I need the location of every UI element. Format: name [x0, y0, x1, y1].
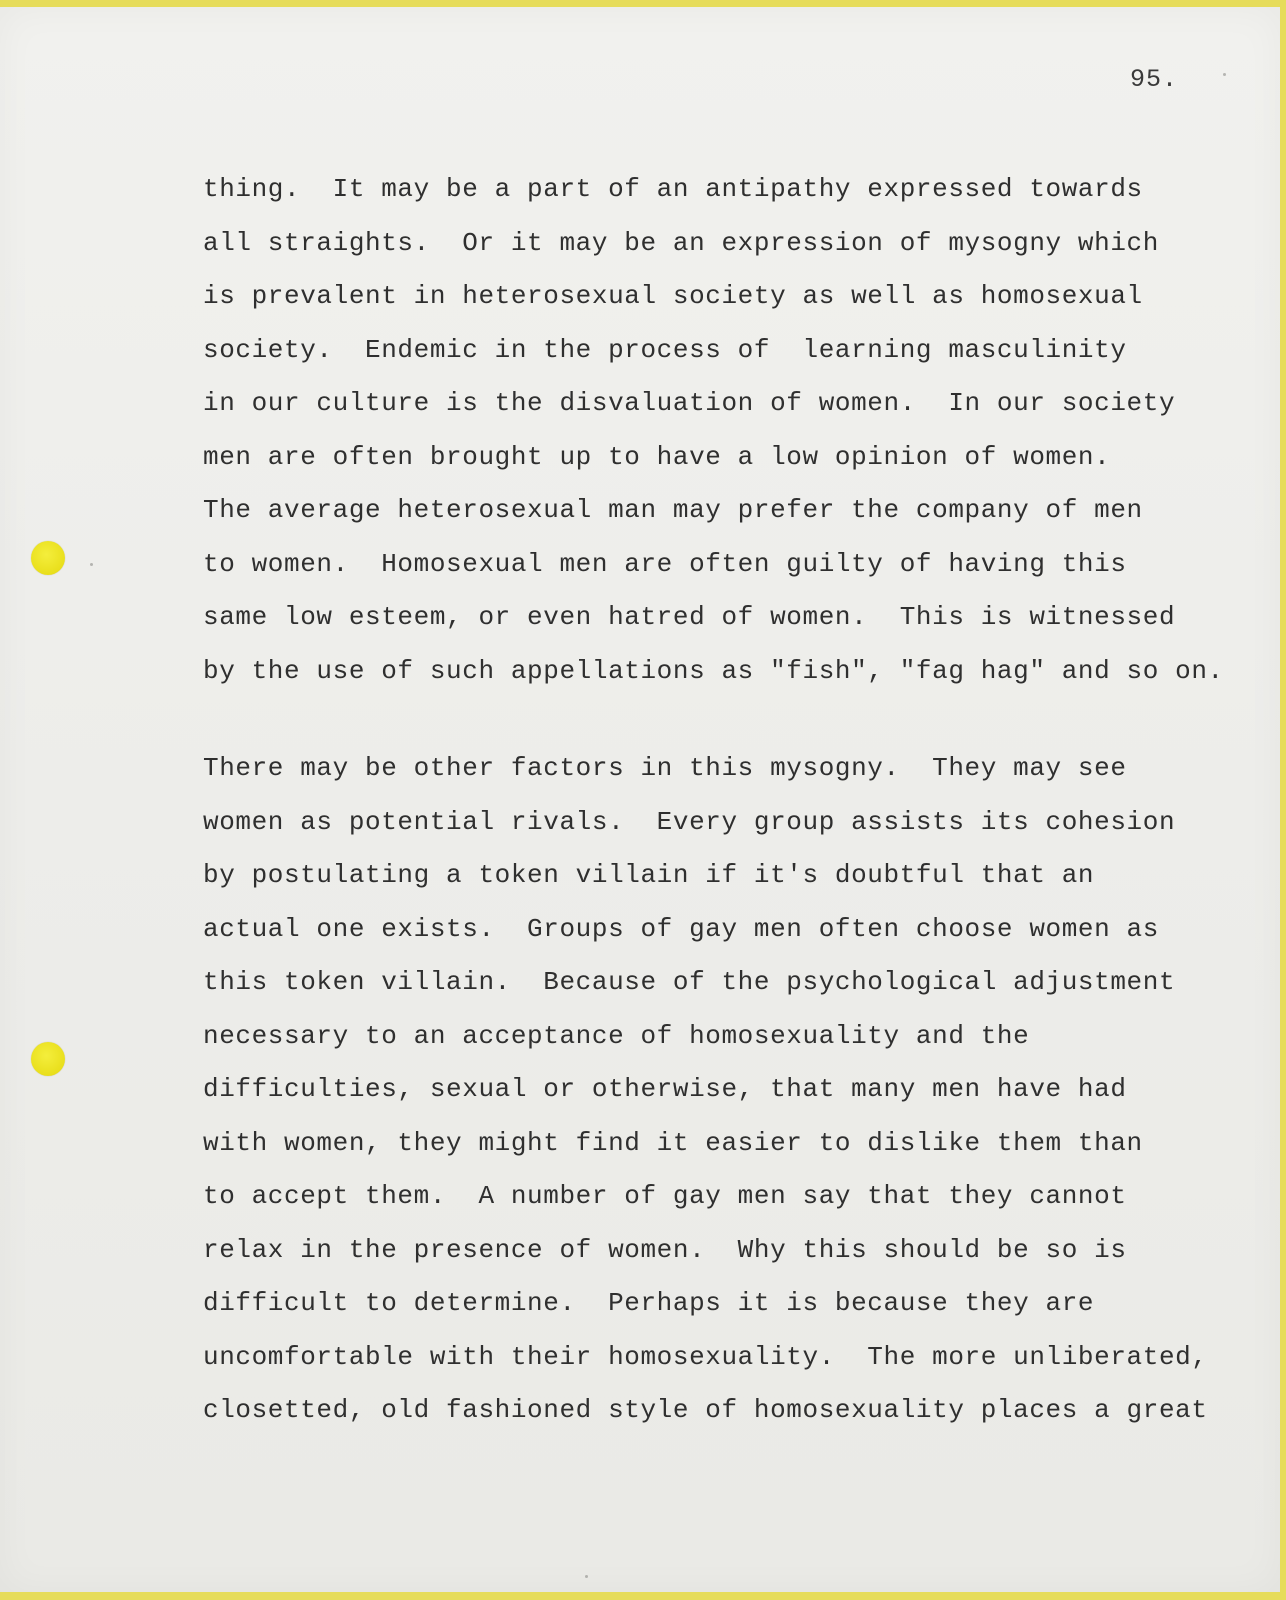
paper-speck [90, 563, 93, 566]
text-line: by the use of such appellations as "fish", "fag hag" and so on. [203, 655, 1224, 686]
text-line: relax in the presence of women. Why this should be so is [203, 1234, 1127, 1265]
text-line: with women, they might find it easier to dislike them than [203, 1127, 1143, 1158]
text-line: in our culture is the disvaluation of women. In our society [203, 388, 1176, 418]
text-line: same low esteem, or even hatred of women. This is witnessed [203, 602, 1176, 632]
text-line: difficult to determine. Perhaps it is because they are [203, 1288, 1095, 1318]
text-line: is prevalent in heterosexual society as well as homosexual [203, 281, 1143, 311]
paragraph-2 [203, 742, 1223, 1438]
paper-speck [1223, 73, 1226, 76]
text-line: thing. It may be a part of an antipathy expressed towards [203, 174, 1143, 204]
paragraph-1 [203, 163, 1223, 698]
page-number: 95. [1130, 65, 1179, 94]
document-page [0, 7, 1280, 1592]
text-line: to women. Homosexual men are often guilty of having this [203, 548, 1127, 579]
text-line: to accept them. A number of gay men say that they cannot [203, 1181, 1127, 1211]
text-line: necessary to an acceptance of homosexuality and the [203, 1020, 1030, 1051]
text-line: actual one exists. Groups of gay men often choose women as [203, 913, 1159, 944]
text-line: society. Endemic in the process of learning masculinity [203, 334, 1127, 365]
text-line: uncomfortable with their homosexuality. The more unliberated, [203, 1341, 1208, 1372]
text-line: all straights. Or it may be an expression of mysogny which [203, 227, 1159, 258]
binder-hole-top [31, 541, 65, 575]
binder-hole-bottom [31, 1042, 65, 1076]
text-line: this token villain. Because of the psychological adjustment [203, 967, 1176, 997]
text-line: The average heterosexual man may prefer the company of men [203, 495, 1143, 525]
text-line: by postulating a token villain if it's doubtful that an [203, 860, 1095, 890]
text-line: difficulties, sexual or otherwise, that many men have had [203, 1074, 1127, 1104]
text-line: There may be other factors in this mysogny. They may see [203, 753, 1127, 783]
paper-speck [585, 1575, 588, 1578]
text-line: closetted, old fashioned style of homosexuality places a great [203, 1395, 1208, 1425]
text-line: men are often brought up to have a low opinion of women. [203, 441, 1111, 472]
text-line: women as potential rivals. Every group assists its cohesion [203, 806, 1176, 837]
